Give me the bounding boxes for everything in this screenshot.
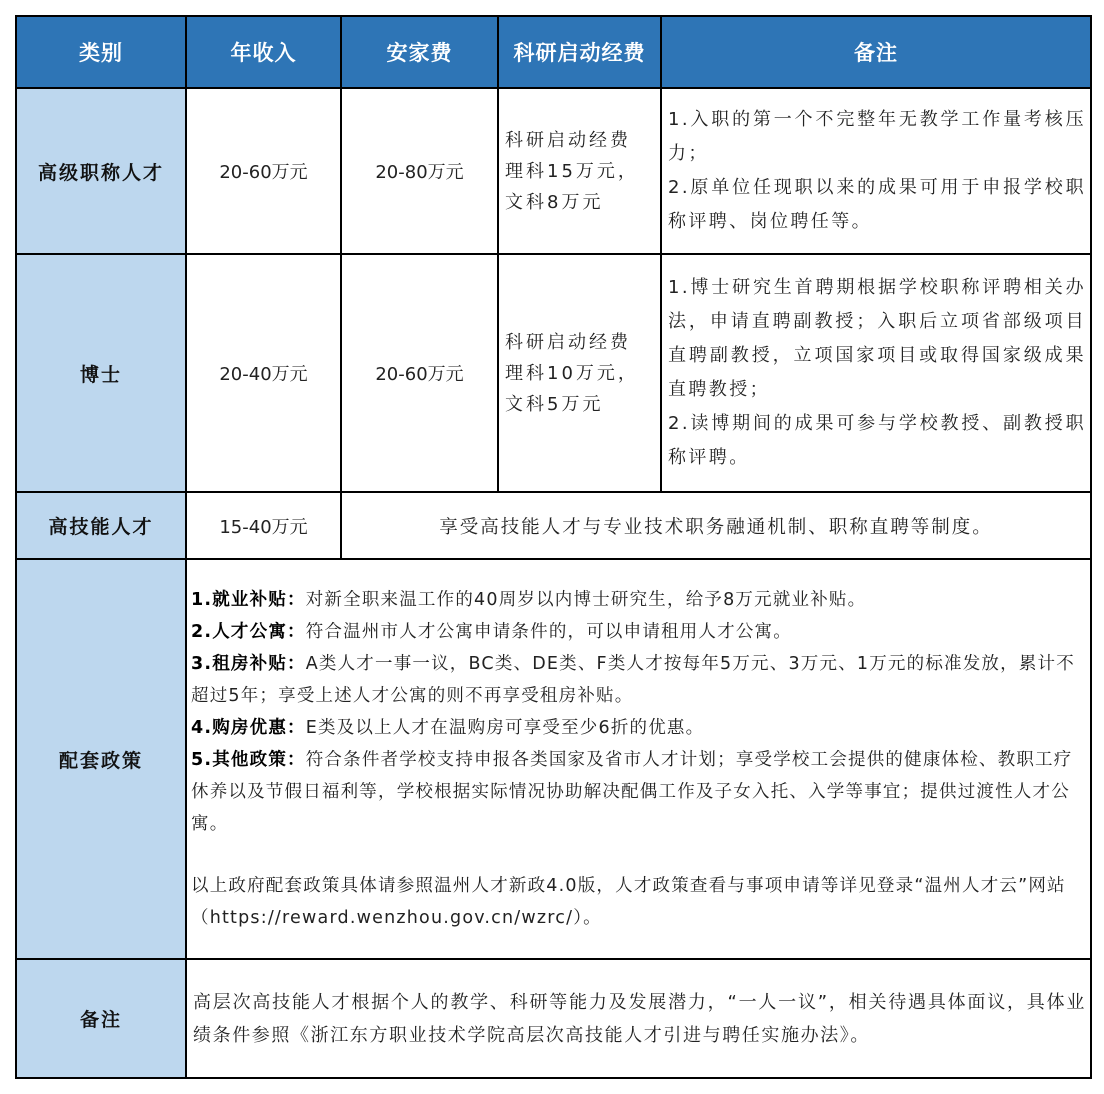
policy-item xyxy=(191,648,1086,712)
note-item: 1.博士研究生首聘期根据学校职称评聘相关办法，申请直聘副教授；入职后立项省部级项目直聘副教授，立项国家项目或取得国家级成果直聘教授； xyxy=(668,277,1086,400)
annual-income-cell: 20-60万元 xyxy=(186,88,341,254)
policy-item xyxy=(191,712,1086,744)
policy-text: E类及以上人才在温购房可享受至少6折的优惠。 xyxy=(305,718,705,738)
policy-keyword: 2.人才公寓： xyxy=(191,622,306,642)
talent-policy-table xyxy=(15,15,1092,1079)
note-item: 2.读博期间的成果可参与学校教授、副教授职称评聘。 xyxy=(668,413,1086,468)
policy-keyword: 5.其他政策： xyxy=(191,750,306,770)
policy-item xyxy=(191,744,1086,840)
research-fund-cell xyxy=(498,88,661,254)
note-item: 2.原单位任现职以来的成果可用于申报学校职称评聘、岗位聘任等。 xyxy=(668,177,1086,232)
research-fund-line: 科研启动经费 xyxy=(505,331,631,353)
policy-item xyxy=(191,616,1086,648)
category-cell: 高技能人才 xyxy=(16,492,186,559)
category-cell: 高级职称人才 xyxy=(16,88,186,254)
table-row-senior-title xyxy=(16,88,1091,254)
research-fund-line: 文科8万元 xyxy=(505,191,604,213)
table-row-supporting-policies xyxy=(16,559,1091,959)
research-fund-line: 科研启动经费 xyxy=(505,129,631,151)
category-cell: 配套政策 xyxy=(16,559,186,959)
header-research-fund: 科研启动经费 xyxy=(498,16,661,88)
notes-cell xyxy=(661,254,1091,492)
table-header-row xyxy=(16,16,1091,88)
policy-keyword: 4.购房优惠： xyxy=(191,718,306,738)
note-item: 1.入职的第一个不完整年无教学工作量考核压力； xyxy=(668,109,1086,164)
policy-text: 符合条件者学校支持申报各类国家及省市人才计划；享受学校工会提供的健康体检、教职工疗休养以及节假日福利等，学校根据实际情况协助解决配偶工作及子女入托、入学等事宜；提供过渡性人才公寓。 xyxy=(191,750,1073,834)
policy-keyword: 1.就业补贴： xyxy=(191,590,306,610)
talent-policy-table-container xyxy=(15,15,1090,1079)
merged-benefit-cell: 享受高技能人才与专业技术职务融通机制、职称直聘等制度。 xyxy=(341,492,1091,559)
policy-item xyxy=(191,584,1086,616)
table-row-high-skill xyxy=(16,492,1091,559)
policy-text: 对新全职来温工作的40周岁以内博士研究生，给予8万元就业补贴。 xyxy=(305,590,867,610)
research-fund-line: 文科5万元 xyxy=(505,393,604,415)
spacer xyxy=(191,840,1086,870)
settlement-fee-cell: 20-80万元 xyxy=(341,88,498,254)
notes-cell xyxy=(661,88,1091,254)
settlement-fee-cell: 20-60万元 xyxy=(341,254,498,492)
header-category: 类别 xyxy=(16,16,186,88)
policy-text: 符合温州市人才公寓申请条件的，可以申请租用人才公寓。 xyxy=(305,622,792,642)
policy-footer: 以上政府配套政策具体请参照温州人才新政4.0版，人才政策查看与事项申请等详见登录“温州人才云”网站（https://reward.wenzhou.gov.cn/wzrc/）。 xyxy=(191,876,1066,928)
table-row-phd xyxy=(16,254,1091,492)
research-fund-line: 理科10万元， xyxy=(505,362,639,384)
annual-income-cell: 20-40万元 xyxy=(186,254,341,492)
policy-keyword: 3.租房补贴： xyxy=(191,654,306,674)
research-fund-cell xyxy=(498,254,661,492)
header-annual-income: 年收入 xyxy=(186,16,341,88)
policies-cell xyxy=(186,559,1091,959)
table-row-remarks xyxy=(16,959,1091,1078)
annual-income-cell: 15-40万元 xyxy=(186,492,341,559)
header-notes: 备注 xyxy=(661,16,1091,88)
policy-text: A类人才一事一议，BC类、DE类、F类人才按每年5万元、3万元、1万元的标准发放，累计不超过5年；享受上述人才公寓的则不再享受租房补贴。 xyxy=(191,654,1075,706)
research-fund-line: 理科15万元， xyxy=(505,160,639,182)
category-cell: 备注 xyxy=(16,959,186,1078)
header-settlement-fee: 安家费 xyxy=(341,16,498,88)
category-cell: 博士 xyxy=(16,254,186,492)
remark-cell: 高层次高技能人才根据个人的教学、科研等能力及发展潜力，“一人一议”，相关待遇具体面议，具体业绩条件参照《浙江东方职业技术学院高层次高技能人才引进与聘任实施办法》。 xyxy=(186,959,1091,1078)
